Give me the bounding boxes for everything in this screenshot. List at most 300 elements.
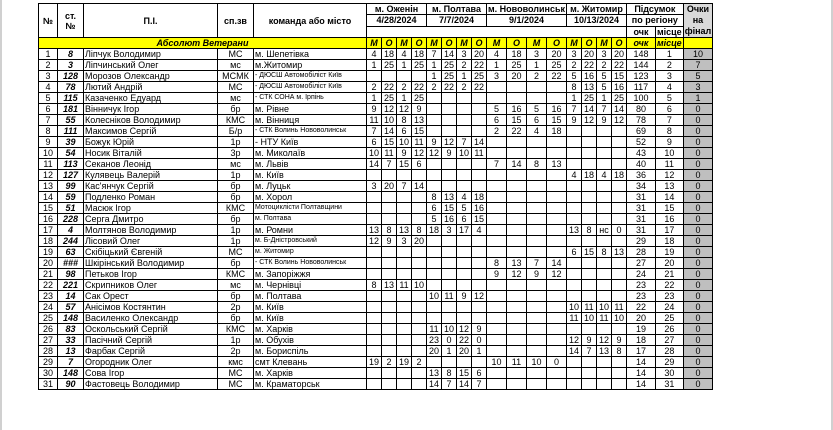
stage-score-cell[interactable] xyxy=(506,324,526,335)
row-number-cell[interactable]: 6 xyxy=(39,104,58,115)
name-cell[interactable]: Божук Юрій xyxy=(84,137,218,148)
stage-score-cell[interactable] xyxy=(506,148,526,159)
stage-score-cell[interactable]: 1 xyxy=(596,93,611,104)
place-cell[interactable]: 5 xyxy=(655,93,683,104)
stage-score-cell[interactable] xyxy=(457,247,472,258)
sport-title-cell[interactable]: бр xyxy=(218,181,254,192)
stage-score-cell[interactable]: 4 xyxy=(526,126,546,137)
stage-score-cell[interactable]: 15 xyxy=(581,247,596,258)
final-points-cell[interactable]: 0 xyxy=(683,291,713,302)
stage-score-cell[interactable]: 25 xyxy=(412,93,427,104)
stage-score-cell[interactable] xyxy=(506,291,526,302)
team-cell[interactable]: - СТК СОНА м. Ірпінь xyxy=(254,93,367,104)
stage-score-cell[interactable]: 11 xyxy=(566,313,581,324)
team-cell[interactable]: м. Ромни xyxy=(254,225,367,236)
row-number-cell[interactable]: 22 xyxy=(39,280,58,291)
stage-score-cell[interactable] xyxy=(596,236,611,247)
final-points-cell[interactable]: 0 xyxy=(683,379,713,390)
stage-score-cell[interactable]: 6 xyxy=(566,247,581,258)
stage-score-cell[interactable] xyxy=(487,324,507,335)
stage-score-cell[interactable]: 14 xyxy=(611,104,626,115)
stage-score-cell[interactable]: 16 xyxy=(472,203,487,214)
stage-score-cell[interactable]: 14 xyxy=(382,126,397,137)
stage-score-cell[interactable] xyxy=(427,181,442,192)
team-cell[interactable]: Мотоциклісти Полтавщини xyxy=(254,203,367,214)
stage-score-cell[interactable]: 4 xyxy=(487,49,507,60)
stage-score-cell[interactable] xyxy=(382,335,397,346)
stage-score-cell[interactable]: 1 xyxy=(526,60,546,71)
stage-score-cell[interactable] xyxy=(506,379,526,390)
team-cell[interactable]: м.Житомир xyxy=(254,60,367,71)
stage-score-cell[interactable] xyxy=(487,203,507,214)
name-cell[interactable]: Морозов Олександр xyxy=(84,71,218,82)
stage-score-cell[interactable] xyxy=(546,82,566,93)
points-cell[interactable]: 14 xyxy=(626,379,655,390)
stage-score-cell[interactable]: 15 xyxy=(397,159,412,170)
points-cell[interactable]: 69 xyxy=(626,126,655,137)
final-points-cell[interactable]: 0 xyxy=(683,203,713,214)
stage-score-cell[interactable]: 6 xyxy=(412,159,427,170)
name-cell[interactable]: Вінничук Ігор xyxy=(84,104,218,115)
stage-score-cell[interactable]: 6 xyxy=(397,126,412,137)
stage-score-cell[interactable]: 9 xyxy=(526,269,546,280)
stage-score-cell[interactable]: 9 xyxy=(367,104,382,115)
stage-score-cell[interactable]: 12 xyxy=(472,291,487,302)
stage-score-cell[interactable]: 12 xyxy=(442,137,457,148)
name-cell[interactable]: Молтянов Володимир xyxy=(84,225,218,236)
stage-score-cell[interactable]: 13 xyxy=(367,225,382,236)
final-points-cell[interactable]: 7 xyxy=(683,60,713,71)
stage-score-cell[interactable] xyxy=(526,313,546,324)
stage-score-cell[interactable]: 13 xyxy=(442,192,457,203)
stage-score-cell[interactable] xyxy=(526,82,546,93)
stage-score-cell[interactable] xyxy=(397,291,412,302)
row-number-cell[interactable]: 15 xyxy=(39,203,58,214)
stage-score-cell[interactable] xyxy=(367,313,382,324)
row-number-cell[interactable]: 26 xyxy=(39,324,58,335)
stage-score-cell[interactable] xyxy=(457,115,472,126)
stage-score-cell[interactable] xyxy=(611,181,626,192)
stage-score-cell[interactable] xyxy=(611,203,626,214)
points-cell[interactable]: 29 xyxy=(626,236,655,247)
row-number-cell[interactable]: 30 xyxy=(39,368,58,379)
stage-score-cell[interactable]: 10 xyxy=(581,313,596,324)
stage-score-cell[interactable] xyxy=(526,302,546,313)
stage-score-cell[interactable]: 8 xyxy=(442,368,457,379)
stage-score-cell[interactable]: 0 xyxy=(442,335,457,346)
stage-score-cell[interactable] xyxy=(566,203,581,214)
stage-score-cell[interactable] xyxy=(487,368,507,379)
row-number-cell[interactable]: 20 xyxy=(39,258,58,269)
row-number-cell[interactable]: 24 xyxy=(39,302,58,313)
stage-score-cell[interactable] xyxy=(427,357,442,368)
stage-score-cell[interactable] xyxy=(596,214,611,225)
final-points-cell[interactable]: 0 xyxy=(683,258,713,269)
name-cell[interactable]: Секанов Леонід xyxy=(84,159,218,170)
stage-score-cell[interactable] xyxy=(457,104,472,115)
stage-score-cell[interactable]: 22 xyxy=(412,82,427,93)
stage-score-cell[interactable] xyxy=(526,247,546,258)
final-points-cell[interactable]: 0 xyxy=(683,214,713,225)
stage-score-cell[interactable] xyxy=(457,280,472,291)
final-points-cell[interactable]: 0 xyxy=(683,115,713,126)
name-cell[interactable]: Подленко Роман xyxy=(84,192,218,203)
stage-score-cell[interactable]: 25 xyxy=(506,60,526,71)
place-cell[interactable]: 30 xyxy=(655,368,683,379)
stage-score-cell[interactable]: 9 xyxy=(382,236,397,247)
stage-score-cell[interactable] xyxy=(596,280,611,291)
stage-score-cell[interactable]: 0 xyxy=(546,357,566,368)
stage-score-cell[interactable] xyxy=(611,192,626,203)
stage-score-cell[interactable] xyxy=(566,148,581,159)
final-points-cell[interactable]: 0 xyxy=(683,192,713,203)
sport-title-cell[interactable]: кмс xyxy=(218,357,254,368)
start-number-cell[interactable]: 221 xyxy=(58,280,84,291)
stage-score-cell[interactable] xyxy=(581,324,596,335)
stage-score-cell[interactable] xyxy=(596,357,611,368)
stage-score-cell[interactable] xyxy=(442,115,457,126)
stage-score-cell[interactable]: 6 xyxy=(487,115,507,126)
stage-score-cell[interactable] xyxy=(412,192,427,203)
stage-score-cell[interactable]: 20 xyxy=(546,49,566,60)
stage-score-cell[interactable] xyxy=(596,137,611,148)
team-cell[interactable]: м. Краматорськ xyxy=(254,379,367,390)
stage-score-cell[interactable]: 1 xyxy=(427,71,442,82)
sport-title-cell[interactable]: МС xyxy=(218,49,254,60)
stage-score-cell[interactable]: 7 xyxy=(427,49,442,60)
stage-score-cell[interactable] xyxy=(526,324,546,335)
stage-score-cell[interactable]: 22 xyxy=(457,335,472,346)
stage-score-cell[interactable] xyxy=(472,159,487,170)
stage-score-cell[interactable]: 13 xyxy=(581,82,596,93)
points-cell[interactable]: 23 xyxy=(626,280,655,291)
final-points-cell[interactable]: 0 xyxy=(683,346,713,357)
stage-score-cell[interactable] xyxy=(382,247,397,258)
stage-score-cell[interactable]: 15 xyxy=(457,368,472,379)
stage-score-cell[interactable] xyxy=(427,313,442,324)
stage-score-cell[interactable]: 18 xyxy=(412,49,427,60)
final-points-cell[interactable]: 0 xyxy=(683,126,713,137)
name-cell[interactable]: Сак Орест xyxy=(84,291,218,302)
stage-score-cell[interactable] xyxy=(546,236,566,247)
name-cell[interactable]: Сова Ігор xyxy=(84,368,218,379)
place-cell[interactable]: 3 xyxy=(655,71,683,82)
stage-score-cell[interactable] xyxy=(546,313,566,324)
stage-score-cell[interactable]: 10 xyxy=(397,137,412,148)
stage-score-cell[interactable]: 15 xyxy=(412,126,427,137)
name-cell[interactable]: Огородник Олег xyxy=(84,357,218,368)
name-cell[interactable]: Кас'янчук Сергій xyxy=(84,181,218,192)
stage-score-cell[interactable] xyxy=(487,137,507,148)
place-cell[interactable]: 2 xyxy=(655,60,683,71)
name-cell[interactable]: Фастовець Володимир xyxy=(84,379,218,390)
stage-score-cell[interactable] xyxy=(472,236,487,247)
stage-score-cell[interactable] xyxy=(546,170,566,181)
sport-title-cell[interactable]: бр xyxy=(218,291,254,302)
stage-score-cell[interactable] xyxy=(442,258,457,269)
stage-score-cell[interactable]: 18 xyxy=(611,170,626,181)
stage-score-cell[interactable] xyxy=(506,302,526,313)
stage-score-cell[interactable] xyxy=(457,93,472,104)
stage-score-cell[interactable]: 13 xyxy=(596,346,611,357)
row-number-cell[interactable]: 5 xyxy=(39,93,58,104)
sport-title-cell[interactable]: 1р xyxy=(218,335,254,346)
stage-score-cell[interactable]: 4 xyxy=(397,49,412,60)
stage-score-cell[interactable]: 10 xyxy=(427,291,442,302)
stage-score-cell[interactable] xyxy=(506,137,526,148)
stage-score-cell[interactable]: 25 xyxy=(412,60,427,71)
start-number-cell[interactable]: 115 xyxy=(58,93,84,104)
stage-score-cell[interactable] xyxy=(442,247,457,258)
final-points-cell[interactable]: 5 xyxy=(683,71,713,82)
points-cell[interactable]: 31 xyxy=(626,192,655,203)
stage-score-cell[interactable] xyxy=(427,269,442,280)
points-cell[interactable]: 78 xyxy=(626,115,655,126)
stage-score-cell[interactable]: 7 xyxy=(382,159,397,170)
final-points-cell[interactable]: 0 xyxy=(683,137,713,148)
stage-score-cell[interactable] xyxy=(442,104,457,115)
stage-score-cell[interactable] xyxy=(382,379,397,390)
stage-score-cell[interactable] xyxy=(412,71,427,82)
stage-score-cell[interactable]: 7 xyxy=(596,104,611,115)
stage-score-cell[interactable] xyxy=(397,71,412,82)
stage-score-cell[interactable]: 10 xyxy=(596,302,611,313)
start-number-cell[interactable]: 55 xyxy=(58,115,84,126)
stage-score-cell[interactable] xyxy=(472,104,487,115)
final-points-cell[interactable]: 1 xyxy=(683,93,713,104)
stage-score-cell[interactable] xyxy=(382,368,397,379)
start-number-cell[interactable]: ### xyxy=(58,258,84,269)
stage-score-cell[interactable]: 1 xyxy=(367,60,382,71)
row-number-cell[interactable]: 19 xyxy=(39,247,58,258)
start-number-cell[interactable]: 181 xyxy=(58,104,84,115)
stage-score-cell[interactable]: 16 xyxy=(442,214,457,225)
stage-score-cell[interactable]: 18 xyxy=(506,49,526,60)
stage-score-cell[interactable] xyxy=(581,148,596,159)
start-number-cell[interactable]: 7 xyxy=(58,357,84,368)
stage-score-cell[interactable]: 5 xyxy=(596,71,611,82)
stage-score-cell[interactable]: 23 xyxy=(427,335,442,346)
stage-score-cell[interactable]: 8 xyxy=(397,115,412,126)
points-cell[interactable]: 31 xyxy=(626,225,655,236)
start-number-cell[interactable]: 99 xyxy=(58,181,84,192)
points-cell[interactable]: 19 xyxy=(626,324,655,335)
team-cell[interactable]: м. Київ xyxy=(254,170,367,181)
stage-score-cell[interactable]: 9 xyxy=(581,335,596,346)
row-number-cell[interactable]: 28 xyxy=(39,346,58,357)
stage-score-cell[interactable] xyxy=(487,335,507,346)
team-cell[interactable]: м. Хорол xyxy=(254,192,367,203)
start-number-cell[interactable]: 3 xyxy=(58,60,84,71)
stage-score-cell[interactable]: 22 xyxy=(472,82,487,93)
stage-score-cell[interactable] xyxy=(367,324,382,335)
sport-title-cell[interactable]: бр xyxy=(218,258,254,269)
points-cell[interactable]: 14 xyxy=(626,368,655,379)
stage-score-cell[interactable] xyxy=(506,93,526,104)
name-cell[interactable]: Кулявець Валерій xyxy=(84,170,218,181)
place-cell[interactable]: 19 xyxy=(655,247,683,258)
stage-score-cell[interactable] xyxy=(506,368,526,379)
stage-score-cell[interactable]: 11 xyxy=(442,291,457,302)
stage-score-cell[interactable]: 15 xyxy=(546,115,566,126)
stage-score-cell[interactable] xyxy=(442,181,457,192)
stage-score-cell[interactable]: 10 xyxy=(442,324,457,335)
final-points-cell[interactable]: 0 xyxy=(683,148,713,159)
sport-title-cell[interactable]: мс xyxy=(218,159,254,170)
place-cell[interactable]: 23 xyxy=(655,291,683,302)
stage-score-cell[interactable] xyxy=(472,258,487,269)
stage-score-cell[interactable] xyxy=(566,269,581,280)
stage-score-cell[interactable]: 7 xyxy=(367,126,382,137)
stage-score-cell[interactable]: 20 xyxy=(412,236,427,247)
stage-score-cell[interactable] xyxy=(397,302,412,313)
stage-score-cell[interactable]: 9 xyxy=(442,148,457,159)
stage-score-cell[interactable] xyxy=(566,192,581,203)
stage-score-cell[interactable]: 11 xyxy=(472,148,487,159)
final-points-cell[interactable]: 0 xyxy=(683,335,713,346)
stage-score-cell[interactable]: 1 xyxy=(472,346,487,357)
place-cell[interactable]: 8 xyxy=(655,126,683,137)
stage-score-cell[interactable] xyxy=(442,357,457,368)
stage-score-cell[interactable] xyxy=(506,280,526,291)
stage-score-cell[interactable] xyxy=(397,313,412,324)
sport-title-cell[interactable]: КМС xyxy=(218,324,254,335)
place-cell[interactable]: 14 xyxy=(655,192,683,203)
stage-score-cell[interactable] xyxy=(382,269,397,280)
stage-score-cell[interactable] xyxy=(566,236,581,247)
stage-score-cell[interactable] xyxy=(506,214,526,225)
stage-score-cell[interactable] xyxy=(566,280,581,291)
team-cell[interactable]: м. Луцьк xyxy=(254,181,367,192)
name-cell[interactable]: Колесніков Володимир xyxy=(84,115,218,126)
stage-score-cell[interactable]: 14 xyxy=(506,159,526,170)
stage-score-cell[interactable]: 6 xyxy=(526,115,546,126)
row-number-cell[interactable]: 29 xyxy=(39,357,58,368)
sport-title-cell[interactable]: КМС xyxy=(218,269,254,280)
stage-score-cell[interactable] xyxy=(596,126,611,137)
stage-score-cell[interactable]: 1 xyxy=(427,60,442,71)
stage-score-cell[interactable] xyxy=(566,291,581,302)
stage-score-cell[interactable] xyxy=(487,82,507,93)
final-points-cell[interactable]: 0 xyxy=(683,368,713,379)
stage-score-cell[interactable] xyxy=(526,291,546,302)
name-cell[interactable]: Василенко Олександр xyxy=(84,313,218,324)
stage-score-cell[interactable]: 7 xyxy=(397,181,412,192)
row-number-cell[interactable]: 17 xyxy=(39,225,58,236)
stage-score-cell[interactable] xyxy=(487,93,507,104)
stage-score-cell[interactable] xyxy=(412,170,427,181)
stage-score-cell[interactable]: 3 xyxy=(367,181,382,192)
stage-score-cell[interactable] xyxy=(566,181,581,192)
stage-score-cell[interactable]: 1 xyxy=(397,93,412,104)
stage-score-cell[interactable] xyxy=(526,346,546,357)
stage-score-cell[interactable] xyxy=(472,247,487,258)
stage-score-cell[interactable] xyxy=(611,148,626,159)
points-cell[interactable]: 40 xyxy=(626,159,655,170)
stage-score-cell[interactable] xyxy=(596,203,611,214)
sport-title-cell[interactable]: 1р xyxy=(218,225,254,236)
team-cell[interactable]: - СТК Волинь Нововолинськ xyxy=(254,258,367,269)
stage-score-cell[interactable]: 12 xyxy=(457,324,472,335)
stage-score-cell[interactable]: 1 xyxy=(457,71,472,82)
stage-score-cell[interactable]: 20 xyxy=(457,346,472,357)
stage-score-cell[interactable]: 10 xyxy=(487,357,507,368)
points-cell[interactable]: 23 xyxy=(626,291,655,302)
stage-score-cell[interactable] xyxy=(581,159,596,170)
stage-score-cell[interactable]: 1 xyxy=(367,93,382,104)
stage-score-cell[interactable] xyxy=(382,291,397,302)
stage-score-cell[interactable] xyxy=(487,225,507,236)
team-cell[interactable]: м. Запоріжжя xyxy=(254,269,367,280)
stage-score-cell[interactable] xyxy=(457,159,472,170)
name-cell[interactable]: Петьков Ігор xyxy=(84,269,218,280)
stage-score-cell[interactable]: 9 xyxy=(457,291,472,302)
points-cell[interactable]: 80 xyxy=(626,104,655,115)
stage-score-cell[interactable] xyxy=(442,280,457,291)
stage-score-cell[interactable]: 10 xyxy=(611,313,626,324)
stage-score-cell[interactable] xyxy=(566,368,581,379)
stage-score-cell[interactable]: 6 xyxy=(457,214,472,225)
final-points-cell[interactable]: 0 xyxy=(683,357,713,368)
points-cell[interactable]: 22 xyxy=(626,302,655,313)
stage-score-cell[interactable] xyxy=(367,170,382,181)
stage-score-cell[interactable]: 22 xyxy=(611,60,626,71)
stage-score-cell[interactable] xyxy=(546,137,566,148)
stage-score-cell[interactable]: 22 xyxy=(546,71,566,82)
stage-score-cell[interactable] xyxy=(457,170,472,181)
stage-score-cell[interactable] xyxy=(611,379,626,390)
stage-score-cell[interactable] xyxy=(457,258,472,269)
stage-score-cell[interactable] xyxy=(566,126,581,137)
final-points-cell[interactable]: 0 xyxy=(683,302,713,313)
stage-score-cell[interactable] xyxy=(546,368,566,379)
stage-score-cell[interactable]: 6 xyxy=(427,203,442,214)
name-cell[interactable]: Лютий Андрій xyxy=(84,82,218,93)
row-number-cell[interactable]: 12 xyxy=(39,170,58,181)
stage-score-cell[interactable] xyxy=(526,148,546,159)
team-cell[interactable]: м. Полтава xyxy=(254,291,367,302)
final-points-cell[interactable]: 0 xyxy=(683,170,713,181)
stage-score-cell[interactable]: 8 xyxy=(487,258,507,269)
stage-score-cell[interactable]: 20 xyxy=(382,181,397,192)
stage-score-cell[interactable]: 4 xyxy=(472,225,487,236)
stage-score-cell[interactable] xyxy=(566,214,581,225)
stage-score-cell[interactable] xyxy=(382,258,397,269)
stage-score-cell[interactable] xyxy=(472,93,487,104)
name-cell[interactable]: Фарбак Сергій xyxy=(84,346,218,357)
stage-score-cell[interactable] xyxy=(397,214,412,225)
team-cell[interactable]: - СТК Волинь Нововолинськ xyxy=(254,126,367,137)
stage-score-cell[interactable] xyxy=(581,379,596,390)
stage-score-cell[interactable]: 2 xyxy=(367,82,382,93)
stage-score-cell[interactable] xyxy=(581,269,596,280)
stage-score-cell[interactable] xyxy=(397,379,412,390)
place-cell[interactable]: 29 xyxy=(655,357,683,368)
stage-score-cell[interactable]: 11 xyxy=(611,302,626,313)
stage-score-cell[interactable] xyxy=(581,291,596,302)
points-cell[interactable]: 20 xyxy=(626,313,655,324)
row-number-cell[interactable]: 13 xyxy=(39,181,58,192)
stage-score-cell[interactable] xyxy=(581,203,596,214)
place-cell[interactable]: 31 xyxy=(655,379,683,390)
stage-score-cell[interactable] xyxy=(546,148,566,159)
stage-score-cell[interactable] xyxy=(397,170,412,181)
stage-score-cell[interactable] xyxy=(546,302,566,313)
stage-score-cell[interactable] xyxy=(367,71,382,82)
start-number-cell[interactable]: 51 xyxy=(58,203,84,214)
stage-score-cell[interactable] xyxy=(427,159,442,170)
stage-score-cell[interactable]: 25 xyxy=(581,93,596,104)
